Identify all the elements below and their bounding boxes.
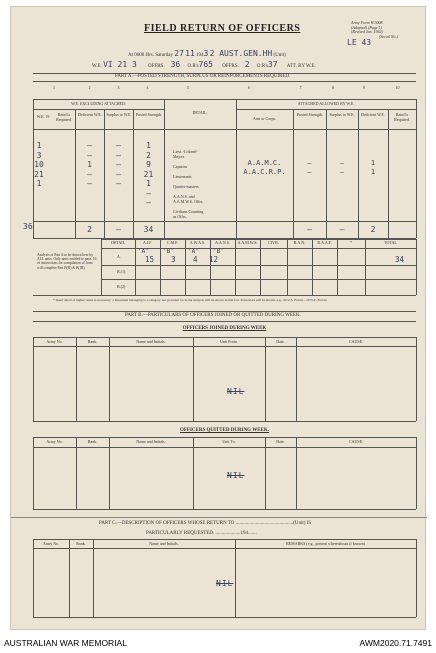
header-surplus: Surplus to W.E. (106, 112, 132, 117)
header-reinf: Reinf'ts Required. (56, 112, 72, 122)
analysis-headers: DETAIL A.I.F. C.M.F. A.W.A.S. A.A.N.S. A.A.M.W.S. CIVIL R.A.N. R.A.A.F. * TOTAL (110, 240, 397, 245)
header-we: W.E. 19 (36, 114, 50, 119)
header-deficient: Deficient W.E. (78, 112, 102, 117)
header-deficient-att: Deficient W.E. (361, 112, 385, 117)
surplus-column-values: — — — — — (116, 141, 121, 188)
header-arm: Arm or Corps. (252, 116, 277, 121)
form-title: FIELD RETURN OF OFFICERS (144, 23, 301, 34)
army-form-id: Army Form W.3008 (Adapted) (Page 1) (Revised Jan. 1942) (Serial No.) (351, 20, 398, 39)
total-deficient: 2 (87, 225, 92, 234)
detail-list: Lieut.-Colonel- Majors Captains Lieutenants Quarter-masters A.A.N.S. and A.A.M.W.S. Offrs. Civilians Counting as Offrs. (173, 149, 204, 219)
total-col8: — (339, 225, 345, 234)
analysis-sub-b1: 'B' (163, 248, 174, 255)
archive-id: AWM2020.71.7491 (359, 638, 432, 648)
part-a-title: PART A.—POSTED STRENGTH, SURPLUS OR REINFORCEMENTS REQUIRED. (115, 74, 291, 79)
total-we: 36 (23, 222, 33, 231)
part-c-headers: Army No. Rank. Name and Initials. REMARKS (e.g., present whereabouts if known) (42, 541, 365, 546)
analysis-val-3: 4 (193, 255, 198, 264)
col9-values: 1 1 (370, 159, 376, 176)
analysis-row-a: A. (117, 254, 121, 259)
arm-corps-values: A.A.M.C. A.A.C.R.P. (243, 159, 286, 176)
form-sheet (10, 6, 426, 630)
total-posted: 34 (143, 225, 154, 234)
part-c-sub: PARTICULARLY REQUESTED. ....................194....... (146, 531, 257, 536)
date-line: At 0600 Hrs. Saturday 27 11 1943 2 AUST.GEN.HH (Unit) (128, 49, 286, 58)
col8-values: — — (339, 159, 345, 176)
analysis-sub-a1: 'A' (138, 248, 149, 255)
part-c-nil: NIL (216, 579, 234, 588)
part-b-title: PART B.—PARTICULARS OF OFFICERS JOINED OR QUITTED DURING WEEK. (125, 313, 301, 318)
analysis-sub-b2: 'B' (213, 248, 224, 255)
footnote: * Insert detail of higher ranks as necessary. ‡ Personnel belonging to a category not provided for in the analysis will be shown in this Col. Particulars will be shown, e.g., 30 U.S. Forces - 10 N.Z. Forces. (53, 298, 328, 302)
header-posted-att: Posted Strength. (296, 112, 324, 117)
deficient-column-values: — — 1 — — (87, 141, 92, 188)
group-we-excluding: W.E. EXCLUDING ATTACHED. (71, 101, 126, 106)
analysis-row-b1: B.(1) (117, 269, 126, 274)
we-line: W.E. VI 21 3 OFFRS. 36 O.R's765 OFFRS. 2 O.R's37 ATT. BY W.E. (92, 60, 316, 69)
we-column-values: 1 3 10 21 1 (34, 141, 44, 188)
joined-headers: Army No. Rank. Name and Initials. Unit From. Date. CAUSE. (46, 339, 364, 344)
quitted-title: OFFICERS QUITTED DURING WEEK. (179, 428, 270, 433)
total-surplus: — (116, 225, 121, 234)
joined-nil: NIL (227, 387, 245, 396)
col7-values: — — (307, 159, 312, 176)
archive-footer (0, 638, 436, 653)
analysis-total: 34 (395, 255, 405, 264)
quitted-headers: Army No. Rank. Name and Initials. Unit To. Date. CAUSE. (46, 439, 364, 444)
part-a-column-numbers: 1 2 3 4 5 6 7 8 9 10 (53, 85, 400, 90)
archive-name: AUSTRALIAN WAR MEMORIAL (4, 638, 127, 648)
analysis-note: Analysis of Part A to be shown here by ALL units. Only units entitled to para. 16 of instructions for compilation of form will complete Part B(II) & B(III). (37, 253, 97, 270)
header-surplus-att: Surplus to W.E. (329, 112, 355, 117)
header-reinf-att: Reinf'ts Required. (394, 112, 410, 122)
joined-title: OFFICERS JOINED DURING WEEK (182, 326, 267, 331)
analysis-sub-a2: 'A' (188, 248, 199, 255)
serial-number: LE 43 (347, 38, 372, 47)
analysis-row-b2: B.(2) (117, 284, 126, 289)
analysis-val-1: 15 (145, 255, 155, 264)
header-detail: DETAIL. (192, 110, 208, 115)
analysis-val-2: 3 (171, 255, 176, 264)
total-col7: — (307, 225, 312, 234)
quitted-nil: NIL (227, 471, 245, 480)
analysis-val-4: 12 (209, 255, 219, 264)
total-col9: 2 (370, 225, 376, 234)
posted-column-values: 1 2 9 21 1 — — (143, 141, 154, 207)
group-attached: ATTACHED ALLOWED BY W.E. (297, 101, 355, 106)
header-posted: Posted Strength. (135, 112, 163, 117)
part-c-title: PART C.—DESCRIPTION OF OFFICERS WHOSE RETURN TO ..............................................(Unit) IS (99, 521, 312, 526)
